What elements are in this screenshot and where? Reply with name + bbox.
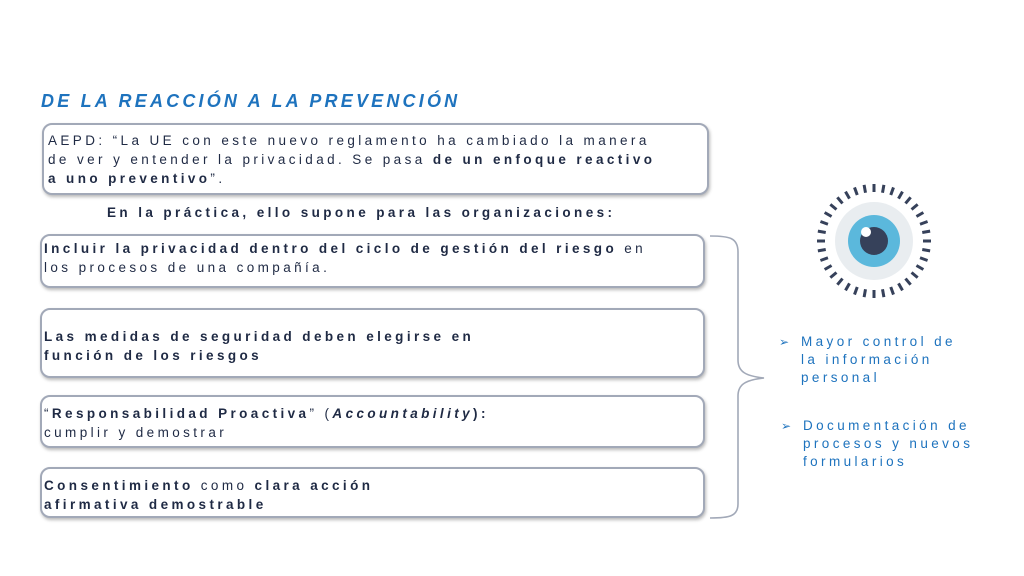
item-4-bold-1: Consentimiento (44, 478, 194, 493)
bullet-2-line-1: Documentación de (803, 418, 970, 433)
item-4-bold-2: clara acción (254, 478, 374, 493)
eye-ring-tick (825, 266, 832, 270)
arrowhead-icon: ➢ (781, 419, 792, 433)
eye-ring-tick (864, 289, 865, 297)
item-3-line-1 (44, 404, 489, 423)
eye-ring-tick (820, 258, 828, 261)
eye-ring-tick (920, 258, 928, 261)
item-2-line-2: función de los riesgos (44, 348, 263, 363)
item-4-mid: como (193, 478, 255, 493)
quote-close: ”. (210, 171, 226, 186)
bullet-1-line-1: Mayor control de (801, 334, 956, 349)
arrowhead-icon: ➢ (779, 335, 790, 349)
eye-ring-tick (891, 287, 894, 295)
eye-ring-tick (905, 197, 910, 203)
eye-ring-tick (922, 231, 930, 232)
item-3-line-2: cumplir y demostrar (44, 425, 228, 440)
item-2-text (44, 327, 474, 365)
section-subtitle: En la práctica, ello supone para las organizaciones: (107, 205, 616, 220)
bullet-2 (803, 417, 973, 471)
quote-text (48, 131, 655, 188)
eye-ring-tick (912, 272, 918, 277)
eye-ring-tick (855, 187, 858, 195)
item-3-open-quote: “ (44, 406, 52, 421)
eye-ring-tick (864, 185, 865, 193)
bullet-1-line-2: la información (801, 352, 933, 367)
eye-ring-tick (855, 287, 858, 295)
eye-ring-tick (899, 192, 903, 199)
quote-emphasis: de un enfoque reactivo (432, 152, 656, 167)
eye-ring-tick (883, 289, 884, 297)
eye-ring-tick (883, 185, 884, 193)
eye-ring-tick (818, 250, 826, 251)
eye-ring-tick (916, 213, 923, 217)
eye-ring-tick (916, 266, 923, 270)
eye-ring-tick (820, 222, 828, 225)
quote-line-2 (48, 150, 655, 169)
eye-ring-tick (920, 222, 928, 225)
eye-ring-tick (825, 213, 832, 217)
bullet-2-line-2: procesos y nuevos (803, 436, 974, 451)
bullet-1 (801, 333, 956, 387)
item-1-rest: en (617, 241, 647, 256)
item-3-close-quote: ” ( (309, 406, 333, 421)
eye-ring-tick (922, 250, 930, 251)
eye-ring-tick (846, 283, 850, 290)
item-3-text (44, 404, 489, 442)
quote-line-1: AEPD: “La UE con este nuevo reglamento ha cambiado la manera (48, 133, 650, 148)
item-4-line-1 (44, 476, 373, 495)
page-title: DE LA REACCIÓN A LA PREVENCIÓN (41, 91, 461, 111)
eye-ring-tick (846, 192, 850, 199)
eye-ring-tick (891, 187, 894, 195)
quote-line-3 (48, 169, 655, 188)
eye-ring-tick (905, 279, 910, 285)
eye-ring-tick (837, 197, 842, 203)
item-1-line-2: los procesos de una compañía. (44, 260, 331, 275)
item-3-bold: Responsabilidad Proactiva (51, 406, 310, 421)
item-1-bold: Incluir la privacidad dentro del ciclo de gestión del riesgo (44, 241, 618, 256)
quote-line-2-text: de ver y entender la privacidad. Se pasa (48, 152, 433, 167)
item-3-italic: Accountability (332, 406, 474, 421)
eye-ring-tick (818, 231, 826, 232)
eye-ring-tick (837, 279, 842, 285)
eye-ring-tick (912, 204, 918, 209)
eye-ring-tick (830, 204, 836, 209)
item-3-end: ): (473, 406, 489, 421)
item-1-text (44, 239, 646, 277)
eye-icon (814, 180, 934, 302)
bullet-2-line-3: formularios (803, 454, 908, 469)
item-1-line-1 (44, 239, 646, 258)
quote-emphasis-end: a uno preventivo (48, 171, 211, 186)
eye-ring-tick (899, 283, 903, 290)
item-4-line-2: afirmativa demostrable (44, 497, 267, 512)
bullet-1-line-3: personal (801, 370, 880, 385)
item-2-line-1: Las medidas de seguridad deben elegirse en (44, 329, 475, 344)
item-4-text (44, 476, 373, 514)
right-brace (708, 230, 768, 525)
eye-ring-tick (830, 272, 836, 277)
